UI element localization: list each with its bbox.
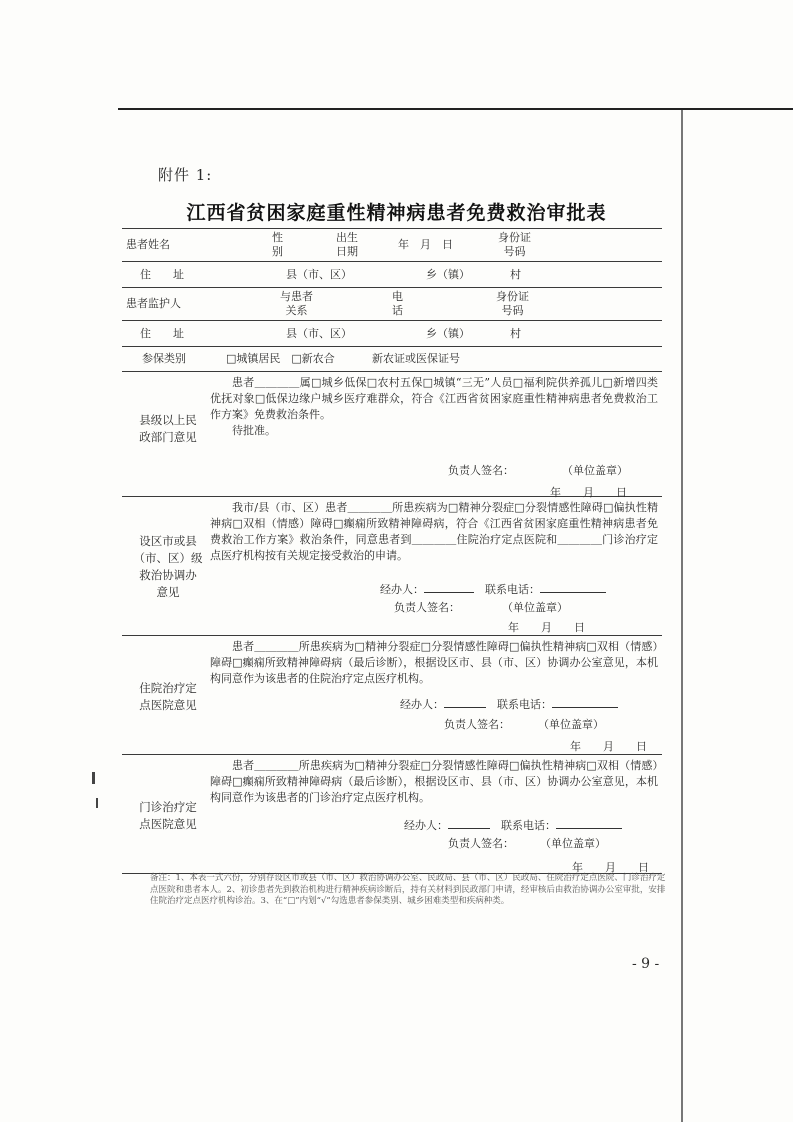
scan-speck <box>96 798 98 808</box>
county-opinion-text: 患者＿＿＿＿属□城乡低保□农村五保□城镇“三无”人员□福利院供养孤儿□新增四类优抚对象□低保边缘户城乡医疗难群众，符合《江西省贫困家庭重性精神病患者免费救治工作方案》免费救治条件。 待批准。 <box>210 376 658 437</box>
insurance-options: □城镇居民 □新农合 <box>226 352 335 365</box>
row-insurance <box>122 347 662 372</box>
form-title: 江西省贫困家庭重性精神病患者免费救治审批表 <box>186 202 607 224</box>
city-seal: （单位盖章） <box>502 601 568 614</box>
city-opinion-label: 设区市或县 （市、区）级 救治协调办 意见 <box>133 534 203 599</box>
gender-label: 性 别 <box>272 231 283 258</box>
id-number-label: 身份证 号码 <box>496 290 529 317</box>
row-guardian-address <box>122 321 662 347</box>
relation-label: 与患者 关系 <box>280 290 313 317</box>
birth-date-label: 出生 日期 <box>336 231 358 258</box>
address-label: 住 址 <box>140 327 184 340</box>
insurance-number-label: 新农证或医保证号 <box>372 352 460 365</box>
approval-form <box>122 228 662 874</box>
outpatient-handler: 经办人： 联系电话： <box>404 817 622 833</box>
row-address <box>122 262 662 288</box>
scan-speck <box>92 772 95 784</box>
county-signer: 负责人签名： <box>448 464 514 477</box>
outpatient-opinion-label: 门诊治疗定 点医院意见 <box>139 800 197 831</box>
outpatient-signer: 负责人签名： <box>448 837 514 850</box>
inpatient-opinion-text: 患者＿＿＿＿所患疾病为□精神分裂症□分裂情感性障碍□偏执性精神病□双相（情感）障碍□癫痫所致精神障碍病（最后诊断），根据设区市、县（市、区）协调办公室意见，本机构同意作为该患者的住院治疗定点医疗机构。 <box>210 640 658 685</box>
insurance-type-label: 参保类别 <box>142 352 186 365</box>
county-label: 县（市、区） <box>286 268 352 281</box>
footnote: 备注：1、本表一式六份，分别存设区市或县（市、区）救治协调办公室、民政局、县（市、区）民政局、住院治疗定点医院、门诊治疗定点医院和患者本人。2、初诊患者先到救治机构进行精神疾病诊断后，持有关材料到民政部门申请，经审核后由救治协调办公室审批，安排住院治疗定点医疗机构诊治。3、在“□”内划“√”勾选患者参保类别、城乡困难类型和疾病种类。 <box>150 873 666 906</box>
inpatient-signer: 负责人签名： <box>444 718 510 731</box>
inpatient-seal: （单位盖章） <box>538 718 604 731</box>
county-label: 县（市、区） <box>286 327 352 340</box>
patient-name-label: 患者姓名 <box>126 238 170 251</box>
page-number: - 9 - <box>632 956 660 972</box>
city-handler: 经办人： 联系电话： <box>380 581 606 597</box>
row-patient-info <box>122 228 662 262</box>
row-guardian <box>122 288 662 321</box>
top-rule <box>118 108 793 110</box>
outpatient-opinion-section <box>122 755 662 874</box>
city-signer: 负责人签名： <box>394 601 460 614</box>
outpatient-seal: （单位盖章） <box>540 837 606 850</box>
id-number-label: 身份证 号码 <box>498 231 531 258</box>
county-seal: （单位盖章） <box>562 464 628 477</box>
village-label: 村 <box>510 327 521 340</box>
inpatient-date: 年 月 日 <box>570 740 647 753</box>
scan-edge <box>681 110 683 1122</box>
county-opinion-section <box>122 372 662 497</box>
village-label: 村 <box>510 268 521 281</box>
address-label: 住 址 <box>140 268 184 281</box>
township-label: 乡（镇） <box>426 268 470 281</box>
township-label: 乡（镇） <box>426 327 470 340</box>
city-opinion-section <box>122 497 662 636</box>
county-date: 年 月 日 <box>550 486 627 499</box>
city-date: 年 月 日 <box>508 621 585 634</box>
county-opinion-label: 县级以上民 政部门意见 <box>139 413 197 444</box>
guardian-label: 患者监护人 <box>126 297 181 310</box>
city-opinion-text: 我市/县（市、区）患者＿＿＿＿所患疾病为□精神分裂症□分裂情感性障碍□偏执性精神病□双相（情感）障碍□癫痫所致精神障碍病，符合《江西省贫困家庭重性精神病患者免费救治工作方案》救治条件，同意患者到＿＿＿＿住院治疗定点医院和＿＿＿＿门诊治疗定点医疗机构按有关规定接受救治的申请。 <box>210 501 658 562</box>
phone-label: 电 话 <box>392 290 403 317</box>
outpatient-date: 年 月 日 <box>572 861 649 874</box>
attachment-label: 附件 1: <box>158 166 213 184</box>
outpatient-opinion-text: 患者＿＿＿＿所患疾病为□精神分裂症□分裂情感性障碍□偏执性精神病□双相（情感）障碍□癫痫所致精神障碍病（最后诊断），根据设区市、县（市、区）协调办公室意见，本机构同意作为该患者的门诊治疗定点医疗机构。 <box>210 759 658 804</box>
inpatient-handler: 经办人： 联系电话： <box>400 696 618 712</box>
birth-date-ymd: 年 月 日 <box>398 238 453 251</box>
inpatient-opinion-section <box>122 636 662 755</box>
inpatient-opinion-label: 住院治疗定 点医院意见 <box>139 681 197 712</box>
